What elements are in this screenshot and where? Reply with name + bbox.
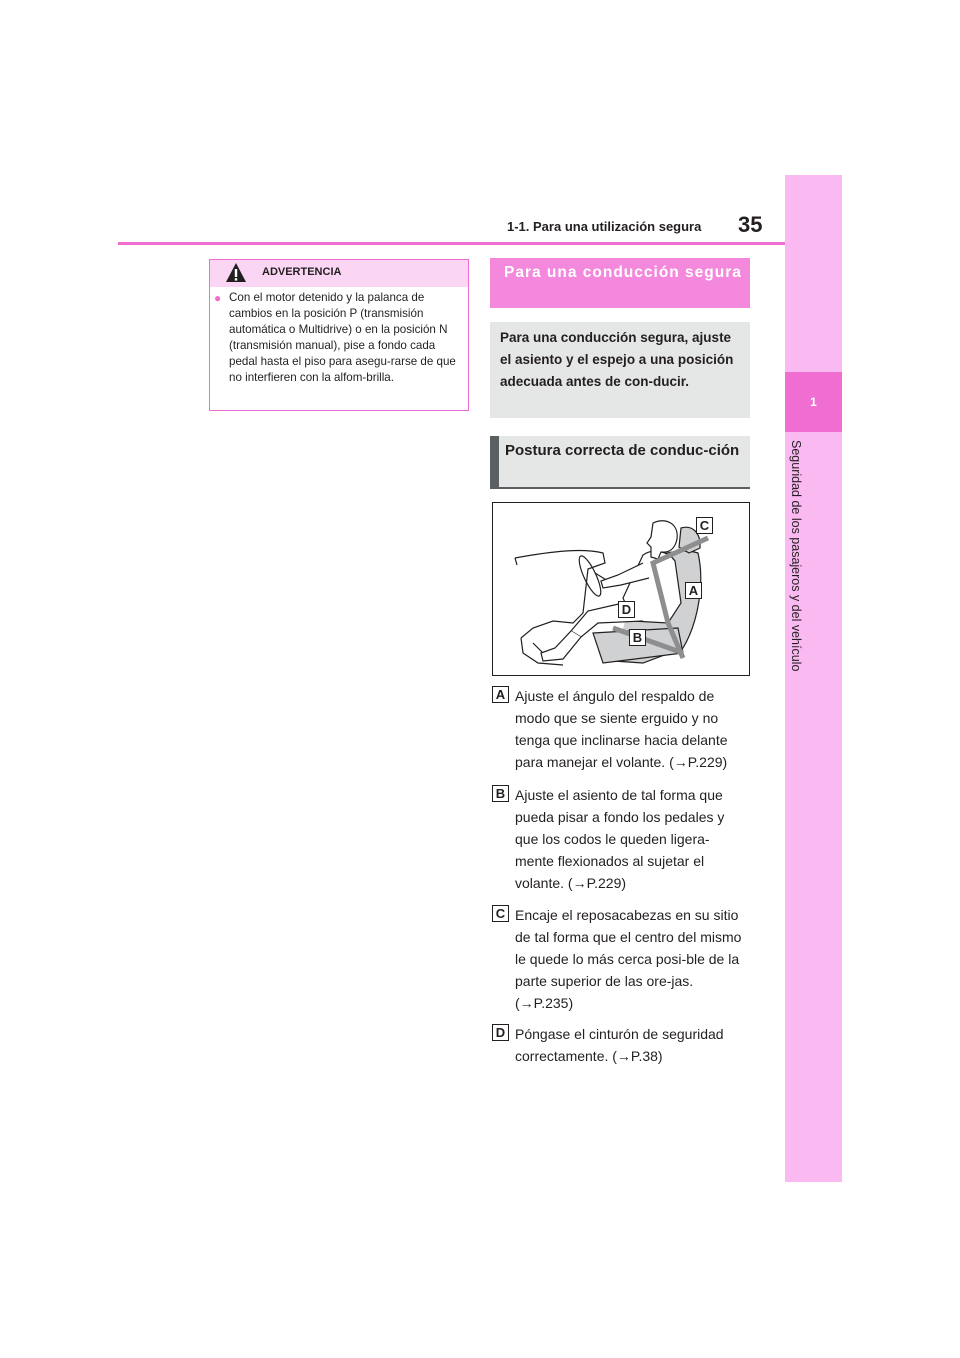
item-marker-d: D [492,1024,509,1041]
figure-label-b: B [629,629,646,646]
subheading-underline [490,487,750,489]
subheading: Postura correcta de conduc-ción [505,442,740,459]
chapter-title-vertical: Seguridad de los pasajeros y del vehículo [789,440,803,672]
warning-text: Con el motor detenido y la palanca de cambios en la posición P (transmisión automática o Multidrive) o en la posición N (transmisión manual), pise a fondo cada pedal hasta el piso para asegu-rarse de que no interfieren con la alfom-brilla. [229,291,456,384]
item-text-a: Ajuste el ángulo del respaldo de modo que se siente erguido y no tenga que inclinarse hacia delante para manejar el volante. (→P.229) [515,688,728,770]
figure-label-a: A [685,582,702,599]
driving-posture-figure [492,502,750,676]
item-marker-c: C [492,905,509,922]
item-text-b: Ajuste el asiento de tal forma que pueda pisar a fondo los pedales y que los codos le queden ligera-mente flexionados al sujetar el volante. (→P.229) [515,787,725,891]
section-title: 1-1. Para una utilización segura [507,219,702,234]
figure-label-c: C [696,517,713,534]
item-marker-a: A [492,686,509,703]
chapter-number-tab[interactable]: 1 [785,372,842,432]
warning-triangle-icon [225,262,247,284]
subheading-accent-bar [490,436,499,488]
item-text-d: Póngase el cinturón de seguridad correctamente. (→P.38) [515,1026,724,1064]
header-rule [118,242,786,245]
item-marker-b: B [492,785,509,802]
section-heading: Para una conducción segura [504,264,742,281]
warning-title: ADVERTENCIA [262,266,342,278]
intro-text: Para una conducción segura, ajuste el asiento y el espejo a una posición adecuada antes de con-ducir. [500,330,734,389]
figure-label-d: D [618,601,635,618]
page-number: 35 [738,212,763,237]
item-text-c: Encaje el reposacabezas en su sitio de tal forma que el centro del mismo le quede lo más cerca posi-ble de la parte superior de las ore-jas. (→P.235) [515,907,742,1011]
warning-bullet: ● [214,291,222,305]
